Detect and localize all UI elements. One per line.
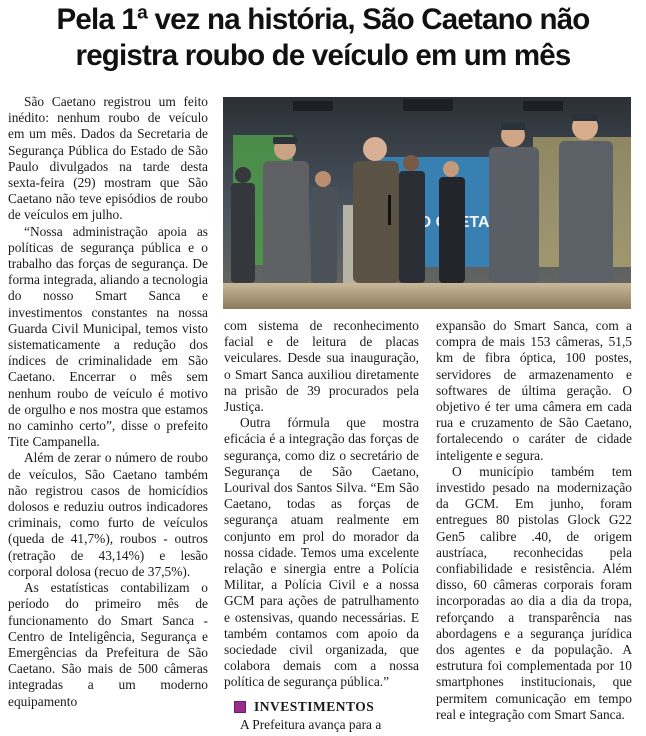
headline-line-2: registra roubo de veículo em um mês [75, 39, 571, 72]
paragraph: Além de zerar o número de roubo de veículos, São Caetano também não registrou casos de homicídios dolosos e reduziu outros indicadores criminais, como furto de veículos (queda de 41,7%), roubos - outros (retração de 43,14%) e lesão corporal dolosa (recuo de 37,5%). [8, 450, 208, 579]
paragraph: “Nossa administração apoia as políticas de segurança pública e o trabalho das forças de segurança. De forma integrada, aliando a tecnologia do nosso Smart Sanca e investimentos constantes na nossa Guarda Civil Municipal, temos visto sistematicamente a redução dos índices de criminalidade em São Caetano. Encerrar o mês sem nenhum roubo de veículo é motivo de orgulho e nos mostra que estamos no caminho certo”, disse o prefeito Tite Campanella. [8, 223, 208, 450]
article-column-1 [8, 94, 208, 710]
stage-sign: CAETANO [435, 214, 514, 231]
article-column-3 [436, 318, 632, 723]
article-column-2 [224, 318, 419, 733]
photo-illustration [223, 97, 631, 309]
paragraph: O município também tem investido pesado na modernização da GCM. Em junho, foram entregues 80 pistolas Glock G22 Gen5 calibre .40, de origem austríaca, reconhecidas pela confiabilidade e resistência. Além disso, 60 câmeras corporais foram incorporadas ao dia a dia da tropa, reforçando a transparência nas abordagens e a segurança jurídica dos agentes e da população. A estrutura foi complementada por 10 smartphones institucionais, que permitem comunicação em tempo real e integração com Smart Sanca. [436, 463, 632, 722]
square-bullet-icon [234, 701, 246, 713]
press-event-photo [223, 97, 631, 309]
paragraph: São Caetano registrou um feito inédito: nenhum roubo de veículo em um mês. Dados da Secretaria de Segurança Pública do Estado de São Paulo divulgados na tarde desta sexta-feira (29) mostram que São Caetano não teve episódios de roubo de veículos em julho. [8, 94, 208, 223]
section-subhead [234, 699, 419, 715]
paragraph: expansão do Smart Sanca, com a compra de mais 153 câmeras, 51,5 km de fibra óptica, 100 postes, servidores de armazenamento e softwares de última geração. O objetivo é ter uma câmera em cada rua e cruzamento de São Caetano, fortalecendo o caráter de cidade inteligente e segura. [436, 318, 632, 463]
headline [0, 2, 646, 74]
headline-line-1: Pela 1ª vez na história, São Caetano não [56, 3, 590, 36]
paragraph: com sistema de reconhecimento facial e de leitura de placas veiculares. Desde sua inauguração, o Smart Sanca auxiliou diretamente na prisão de 39 procurados pela Justiça. [224, 318, 419, 415]
subhead-label: INVESTIMENTOS [254, 698, 375, 714]
paragraph: Outra fórmula que mostra eficácia é a integração das forças de segurança, como diz o secretário de Segurança de São Caetano, Lourival dos Santos Silva. “Em São Caetano, todas as forças de segurança atuam realmente em conjunto em prol do morador da nossa cidade. Temos uma excelente relação e sinergia entre a Polícia Militar, a Polícia Civil e a nossa GCM para ações de patrulhamento e ostensivas, quando necessárias. E também contamos com apoio da sociedade civil organizada, que colabora demais com a nossa política de segurança pública.” [224, 415, 419, 690]
paragraph: A Prefeitura avança para a [240, 716, 382, 732]
paragraph: As estatísticas contabilizam o período do primeiro mês de funcionamento do Smart Sanca - Centro de Inteligência, Segurança e Emergências da Prefeitura de São Caetano. São mais de 500 câmeras integradas a um moderno equipamento [8, 580, 208, 709]
